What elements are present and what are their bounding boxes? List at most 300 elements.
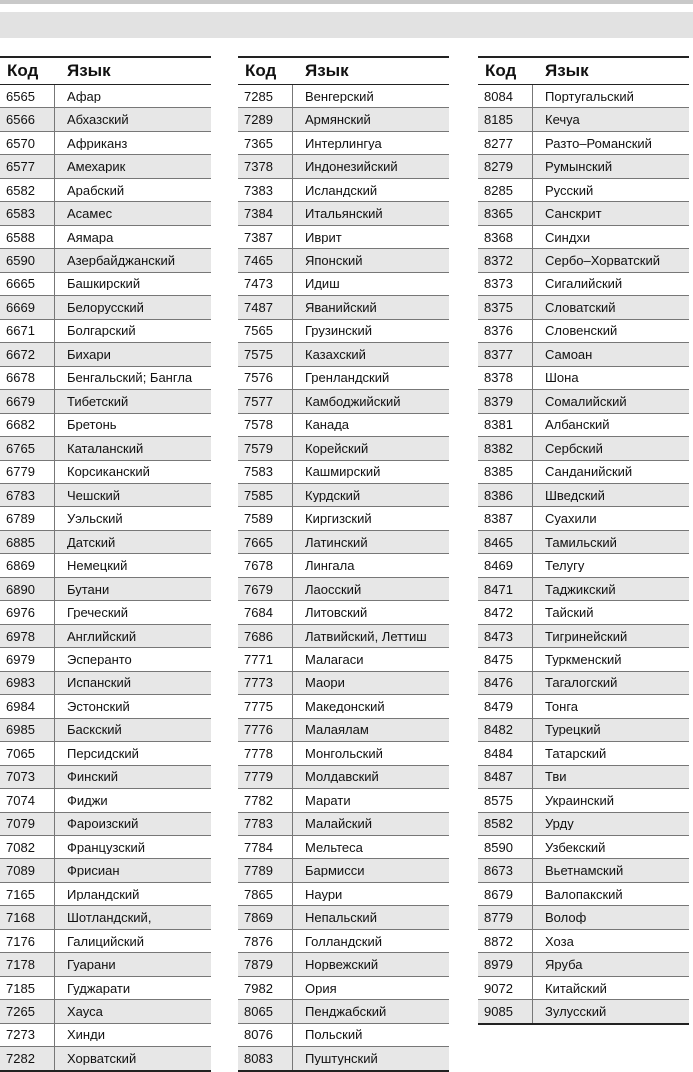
language-name-cell: Аямара: [67, 230, 114, 244]
language-code-cell: 7578: [238, 414, 293, 436]
language-code-cell: 8378: [478, 367, 533, 389]
table-row: [238, 930, 449, 953]
language-code-cell: 7876: [238, 930, 293, 952]
language-name-cell: Албанский: [545, 418, 610, 432]
table-row: [238, 226, 449, 249]
top-rule: [0, 0, 693, 4]
language-name-cell: Белорусский: [67, 300, 144, 314]
language-code-cell: 8487: [478, 766, 533, 788]
language-code-cell: 7473: [238, 273, 293, 295]
language-code-cell: 8979: [478, 953, 533, 975]
table-row: [238, 414, 449, 437]
language-name-cell: Грузинский: [305, 324, 373, 338]
language-name-cell: Гуджарати: [67, 981, 131, 995]
table-row: [478, 296, 689, 319]
language-code-cell: 6588: [0, 226, 55, 248]
table-row: [0, 1047, 211, 1071]
language-name-cell: Словатский: [545, 300, 616, 314]
language-name-cell: Сербский: [545, 441, 603, 455]
language-code-cell: 6789: [0, 507, 55, 529]
language-code-cell: 7869: [238, 906, 293, 928]
language-code-cell: 8779: [478, 906, 533, 928]
table-row: [238, 531, 449, 554]
language-name-cell: Азербайджанский: [67, 254, 175, 268]
language-name-cell: Урду: [545, 817, 574, 831]
language-code-cell: 8582: [478, 813, 533, 835]
language-name-cell: Испанский: [67, 676, 132, 690]
table-row: [0, 766, 211, 789]
table-row: [238, 625, 449, 648]
language-code-cell: 6582: [0, 179, 55, 201]
language-code-table-2: [238, 56, 449, 1072]
language-name-cell: Баскский: [67, 723, 122, 737]
language-code-cell: 6678: [0, 367, 55, 389]
language-code-cell: 7079: [0, 813, 55, 835]
table-row: [238, 695, 449, 718]
language-name-cell: Венгерский: [305, 89, 374, 103]
table-row: [238, 296, 449, 319]
language-name-cell: Корейский: [305, 441, 369, 455]
table-row: [238, 672, 449, 695]
language-code-cell: 7982: [238, 977, 293, 999]
table-row: [238, 883, 449, 906]
language-code-table-1: [0, 56, 211, 1072]
language-name-cell: Канада: [305, 418, 350, 432]
language-name-cell: Польский: [305, 1028, 363, 1042]
language-code-cell: 7789: [238, 859, 293, 881]
language-code-cell: 6566: [0, 108, 55, 130]
language-name-cell: Фиджи: [67, 793, 108, 807]
language-name-cell: Голландский: [305, 934, 382, 948]
table-row: [238, 859, 449, 882]
language-name-cell: Ория: [305, 981, 337, 995]
language-name-cell: Бихари: [67, 347, 111, 361]
language-name-cell: Арабский: [67, 183, 125, 197]
language-name-cell: Норвежский: [305, 958, 379, 972]
table-row: [0, 320, 211, 343]
language-code-cell: 8083: [238, 1047, 293, 1069]
language-code-cell: 8373: [478, 273, 533, 295]
table-row: [478, 578, 689, 601]
table-row: [0, 414, 211, 437]
table-row: [478, 155, 689, 178]
language-name-cell: Вьетнамский: [545, 864, 624, 878]
language-code-cell: 6672: [0, 343, 55, 365]
table-row: [478, 906, 689, 929]
table-row: [478, 132, 689, 155]
language-name-cell: Бретонь: [67, 418, 117, 432]
language-name-cell: Курдский: [305, 488, 361, 502]
language-code-cell: 8472: [478, 601, 533, 623]
language-code-cell: 7176: [0, 930, 55, 952]
header-language: Язык: [545, 61, 589, 80]
table-row: [238, 648, 449, 671]
language-code-cell: 6765: [0, 437, 55, 459]
table-row: [478, 437, 689, 460]
language-code-cell: 7865: [238, 883, 293, 905]
language-name-cell: Греческий: [67, 606, 129, 620]
table-body: [478, 85, 689, 1025]
language-code-cell: 8479: [478, 695, 533, 717]
table-row: [0, 695, 211, 718]
language-name-cell: Разто–Романский: [545, 136, 652, 150]
language-name-cell: Тигринейский: [545, 629, 628, 643]
language-code-cell: 7487: [238, 296, 293, 318]
table-row: [238, 320, 449, 343]
table-row: [478, 461, 689, 484]
header-band: [0, 12, 693, 38]
language-code-cell: 6869: [0, 554, 55, 576]
language-code-cell: 7783: [238, 813, 293, 835]
language-code-cell: 6984: [0, 695, 55, 717]
language-code-cell: 7378: [238, 155, 293, 177]
language-code-cell: 7289: [238, 108, 293, 130]
table-row: [238, 202, 449, 225]
language-name-cell: Латвийский, Леттиш: [305, 629, 427, 643]
language-name-cell: Персидский: [67, 746, 139, 760]
table-row: [238, 507, 449, 530]
language-name-cell: Абхазский: [67, 113, 129, 127]
language-name-cell: Немецкий: [67, 559, 128, 573]
language-code-cell: 8590: [478, 836, 533, 858]
language-code-cell: 6671: [0, 320, 55, 342]
language-code-cell: 6890: [0, 578, 55, 600]
table-row: [0, 906, 211, 929]
language-name-cell: Японский: [305, 254, 363, 268]
language-name-cell: Чешский: [67, 488, 121, 502]
language-name-cell: Каталанский: [67, 441, 144, 455]
language-name-cell: Кечуа: [545, 113, 580, 127]
language-code-cell: 8475: [478, 648, 533, 670]
table-row: [238, 906, 449, 929]
language-name-cell: Английский: [67, 629, 137, 643]
language-name-cell: Шона: [545, 371, 579, 385]
table-row: [238, 273, 449, 296]
table-row: [0, 625, 211, 648]
table-row: [238, 1024, 449, 1047]
language-name-cell: Молдавский: [305, 770, 379, 784]
table-row: [0, 296, 211, 319]
language-name-cell: Словенский: [545, 324, 618, 338]
header-code: Код: [245, 61, 277, 80]
language-name-cell: Пенджабский: [305, 1005, 387, 1019]
language-code-cell: 8673: [478, 859, 533, 881]
language-code-cell: 7775: [238, 695, 293, 717]
language-name-cell: Санскрит: [545, 207, 602, 221]
language-code-cell: 6570: [0, 132, 55, 154]
table-row: [478, 554, 689, 577]
language-code-cell: 7383: [238, 179, 293, 201]
language-code-cell: 8471: [478, 578, 533, 600]
language-code-cell: 8285: [478, 179, 533, 201]
table-row: [238, 108, 449, 131]
language-name-cell: Яруба: [545, 958, 583, 972]
table-row: [478, 742, 689, 765]
table-row: [0, 390, 211, 413]
table-row: [238, 601, 449, 624]
language-code-cell: 8386: [478, 484, 533, 506]
language-code-cell: 8365: [478, 202, 533, 224]
table-row: [0, 930, 211, 953]
language-code-cell: 7686: [238, 625, 293, 647]
language-code-cell: 7579: [238, 437, 293, 459]
language-code-cell: 7384: [238, 202, 293, 224]
language-name-cell: Яванийский: [305, 300, 377, 314]
language-code-table-3: [478, 56, 689, 1025]
table-row: [0, 719, 211, 742]
table-row: [0, 883, 211, 906]
language-code-cell: 7776: [238, 719, 293, 741]
language-name-cell: Башкирский: [67, 277, 141, 291]
language-code-cell: 8679: [478, 883, 533, 905]
table-row: [0, 155, 211, 178]
table-row: [238, 390, 449, 413]
table-row: [0, 273, 211, 296]
table-row: [478, 202, 689, 225]
language-code-cell: 7465: [238, 249, 293, 271]
language-code-cell: 7273: [0, 1024, 55, 1046]
table-row: [238, 343, 449, 366]
table-row: [478, 85, 689, 108]
table-body: [238, 85, 449, 1072]
table-row: [0, 226, 211, 249]
table-row: [478, 813, 689, 836]
table-row: [478, 367, 689, 390]
table-row: [478, 625, 689, 648]
table-row: [238, 789, 449, 812]
language-code-cell: 7778: [238, 742, 293, 764]
language-code-cell: 7165: [0, 883, 55, 905]
language-name-cell: Суахили: [545, 512, 597, 526]
language-code-cell: 6590: [0, 249, 55, 271]
table-row: [238, 179, 449, 202]
language-code-cell: 6565: [0, 85, 55, 107]
language-name-cell: Маори: [305, 676, 345, 690]
language-name-cell: Индонезийский: [305, 160, 398, 174]
language-code-cell: 7678: [238, 554, 293, 576]
language-code-cell: 8376: [478, 320, 533, 342]
table-row: [478, 672, 689, 695]
language-name-cell: Афар: [67, 89, 101, 103]
language-code-cell: 8065: [238, 1000, 293, 1022]
language-code-cell: 8379: [478, 390, 533, 412]
table-row: [478, 789, 689, 812]
language-code-cell: 7282: [0, 1047, 55, 1069]
table-header: [238, 58, 449, 85]
language-name-cell: Тагалогский: [545, 676, 618, 690]
language-name-cell: Лаосский: [305, 582, 362, 596]
language-name-cell: Бармисси: [305, 864, 365, 878]
table-row: [0, 859, 211, 882]
language-code-cell: 7365: [238, 132, 293, 154]
language-name-cell: Марати: [305, 793, 351, 807]
language-code-cell: 7879: [238, 953, 293, 975]
language-name-cell: Итальянский: [305, 207, 383, 221]
language-code-cell: 7387: [238, 226, 293, 248]
language-name-cell: Сербо–Хорватский: [545, 254, 660, 268]
language-name-cell: Асамес: [67, 207, 113, 221]
language-name-cell: Уэльский: [67, 512, 123, 526]
table-row: [0, 437, 211, 460]
language-code-cell: 8872: [478, 930, 533, 952]
language-name-cell: Киргизский: [305, 512, 372, 526]
language-code-cell: 8473: [478, 625, 533, 647]
table-row: [478, 343, 689, 366]
language-name-cell: Наури: [305, 887, 343, 901]
table-row: [478, 108, 689, 131]
language-code-cell: 8385: [478, 461, 533, 483]
language-name-cell: Монгольский: [305, 746, 383, 760]
language-code-cell: 7784: [238, 836, 293, 858]
table-row: [478, 1000, 689, 1024]
language-code-cell: 7771: [238, 648, 293, 670]
table-row: [238, 554, 449, 577]
language-name-cell: Русский: [545, 183, 594, 197]
language-code-cell: 8377: [478, 343, 533, 365]
table-row: [238, 578, 449, 601]
language-name-cell: Гуарани: [67, 958, 116, 972]
language-name-cell: Самоан: [545, 347, 593, 361]
language-code-cell: 8368: [478, 226, 533, 248]
language-code-cell: 8375: [478, 296, 533, 318]
language-code-cell: 7779: [238, 766, 293, 788]
language-name-cell: Фароизский: [67, 817, 139, 831]
table-row: [238, 85, 449, 108]
table-row: [238, 953, 449, 976]
language-code-cell: 8372: [478, 249, 533, 271]
table-row: [238, 766, 449, 789]
language-code-cell: 8484: [478, 742, 533, 764]
table-row: [478, 648, 689, 671]
language-name-cell: Корсиканский: [67, 465, 150, 479]
language-name-cell: Казахский: [305, 347, 366, 361]
table-row: [478, 273, 689, 296]
language-code-cell: 8185: [478, 108, 533, 130]
table-row: [478, 766, 689, 789]
language-code-cell: 8387: [478, 507, 533, 529]
language-name-cell: Гренландский: [305, 371, 390, 385]
language-name-cell: Армянский: [305, 113, 371, 127]
table-row: [0, 507, 211, 530]
language-code-cell: 7168: [0, 906, 55, 928]
language-name-cell: Лингала: [305, 559, 355, 573]
language-name-cell: Болгарский: [67, 324, 136, 338]
language-code-cell: 7089: [0, 859, 55, 881]
table-row: [238, 1000, 449, 1023]
language-code-cell: 6665: [0, 273, 55, 295]
language-code-cell: 8279: [478, 155, 533, 177]
table-row: [238, 437, 449, 460]
language-code-cell: 6577: [0, 155, 55, 177]
table-row: [0, 484, 211, 507]
language-name-cell: Бутани: [67, 582, 110, 596]
language-name-cell: Иврит: [305, 230, 342, 244]
table-row: [0, 179, 211, 202]
language-name-cell: Тамильский: [545, 535, 617, 549]
header-code: Код: [7, 61, 39, 80]
language-name-cell: Украинский: [545, 793, 614, 807]
language-name-cell: Французский: [67, 840, 145, 854]
language-name-cell: Тибетский: [67, 394, 129, 408]
language-name-cell: Малайский: [305, 817, 372, 831]
language-code-cell: 6779: [0, 461, 55, 483]
table-row: [478, 249, 689, 272]
language-name-cell: Литовский: [305, 606, 368, 620]
language-name-cell: Татарский: [545, 746, 607, 760]
language-code-cell: 6679: [0, 390, 55, 412]
table-row: [0, 461, 211, 484]
table-row: [478, 320, 689, 343]
language-code-cell: 6885: [0, 531, 55, 553]
table-row: [0, 578, 211, 601]
language-name-cell: Бенгальский; Бангла: [67, 371, 193, 385]
table-row: [0, 648, 211, 671]
language-name-cell: Ирландский: [67, 887, 140, 901]
language-name-cell: Эстонский: [67, 699, 130, 713]
table-row: [0, 836, 211, 859]
table-row: [0, 249, 211, 272]
table-row: [0, 132, 211, 155]
table-row: [0, 1000, 211, 1023]
language-name-cell: Хинди: [67, 1028, 105, 1042]
language-code-cell: 6979: [0, 648, 55, 670]
language-name-cell: Финский: [67, 770, 119, 784]
language-code-cell: 8084: [478, 85, 533, 107]
language-code-cell: 7074: [0, 789, 55, 811]
language-name-cell: Тайский: [545, 606, 594, 620]
language-code-cell: 7773: [238, 672, 293, 694]
language-name-cell: Валопакский: [545, 887, 623, 901]
table-row: [478, 695, 689, 718]
language-code-cell: 7082: [0, 836, 55, 858]
table-row: [0, 789, 211, 812]
table-row: [238, 155, 449, 178]
language-code-cell: 7585: [238, 484, 293, 506]
table-row: [238, 461, 449, 484]
language-code-cell: 8575: [478, 789, 533, 811]
table-row: [478, 977, 689, 1000]
language-name-cell: Сомалийский: [545, 394, 627, 408]
language-code-cell: 6978: [0, 625, 55, 647]
table-row: [478, 507, 689, 530]
language-code-cell: 7265: [0, 1000, 55, 1022]
language-code-cell: 9085: [478, 1000, 533, 1022]
language-code-cell: 6985: [0, 719, 55, 741]
language-name-cell: Непальский: [305, 911, 377, 925]
table-header: [478, 58, 689, 85]
language-name-cell: Тонга: [545, 699, 579, 713]
table-row: [238, 132, 449, 155]
table-row: [0, 554, 211, 577]
table-row: [0, 1024, 211, 1047]
table-row: [478, 484, 689, 507]
table-row: [238, 813, 449, 836]
language-code-cell: 7565: [238, 320, 293, 342]
language-code-cell: 8382: [478, 437, 533, 459]
language-name-cell: Волоф: [545, 911, 587, 925]
language-name-cell: Идиш: [305, 277, 340, 291]
language-name-cell: Румынский: [545, 160, 613, 174]
table-body: [0, 85, 211, 1072]
table-row: [238, 367, 449, 390]
language-name-cell: Шотландский,: [67, 911, 152, 925]
language-code-cell: 6669: [0, 296, 55, 318]
language-code-cell: 7575: [238, 343, 293, 365]
language-code-cell: 8076: [238, 1024, 293, 1046]
language-name-cell: Турецкий: [545, 723, 601, 737]
table-row: [478, 414, 689, 437]
table-row: [478, 883, 689, 906]
